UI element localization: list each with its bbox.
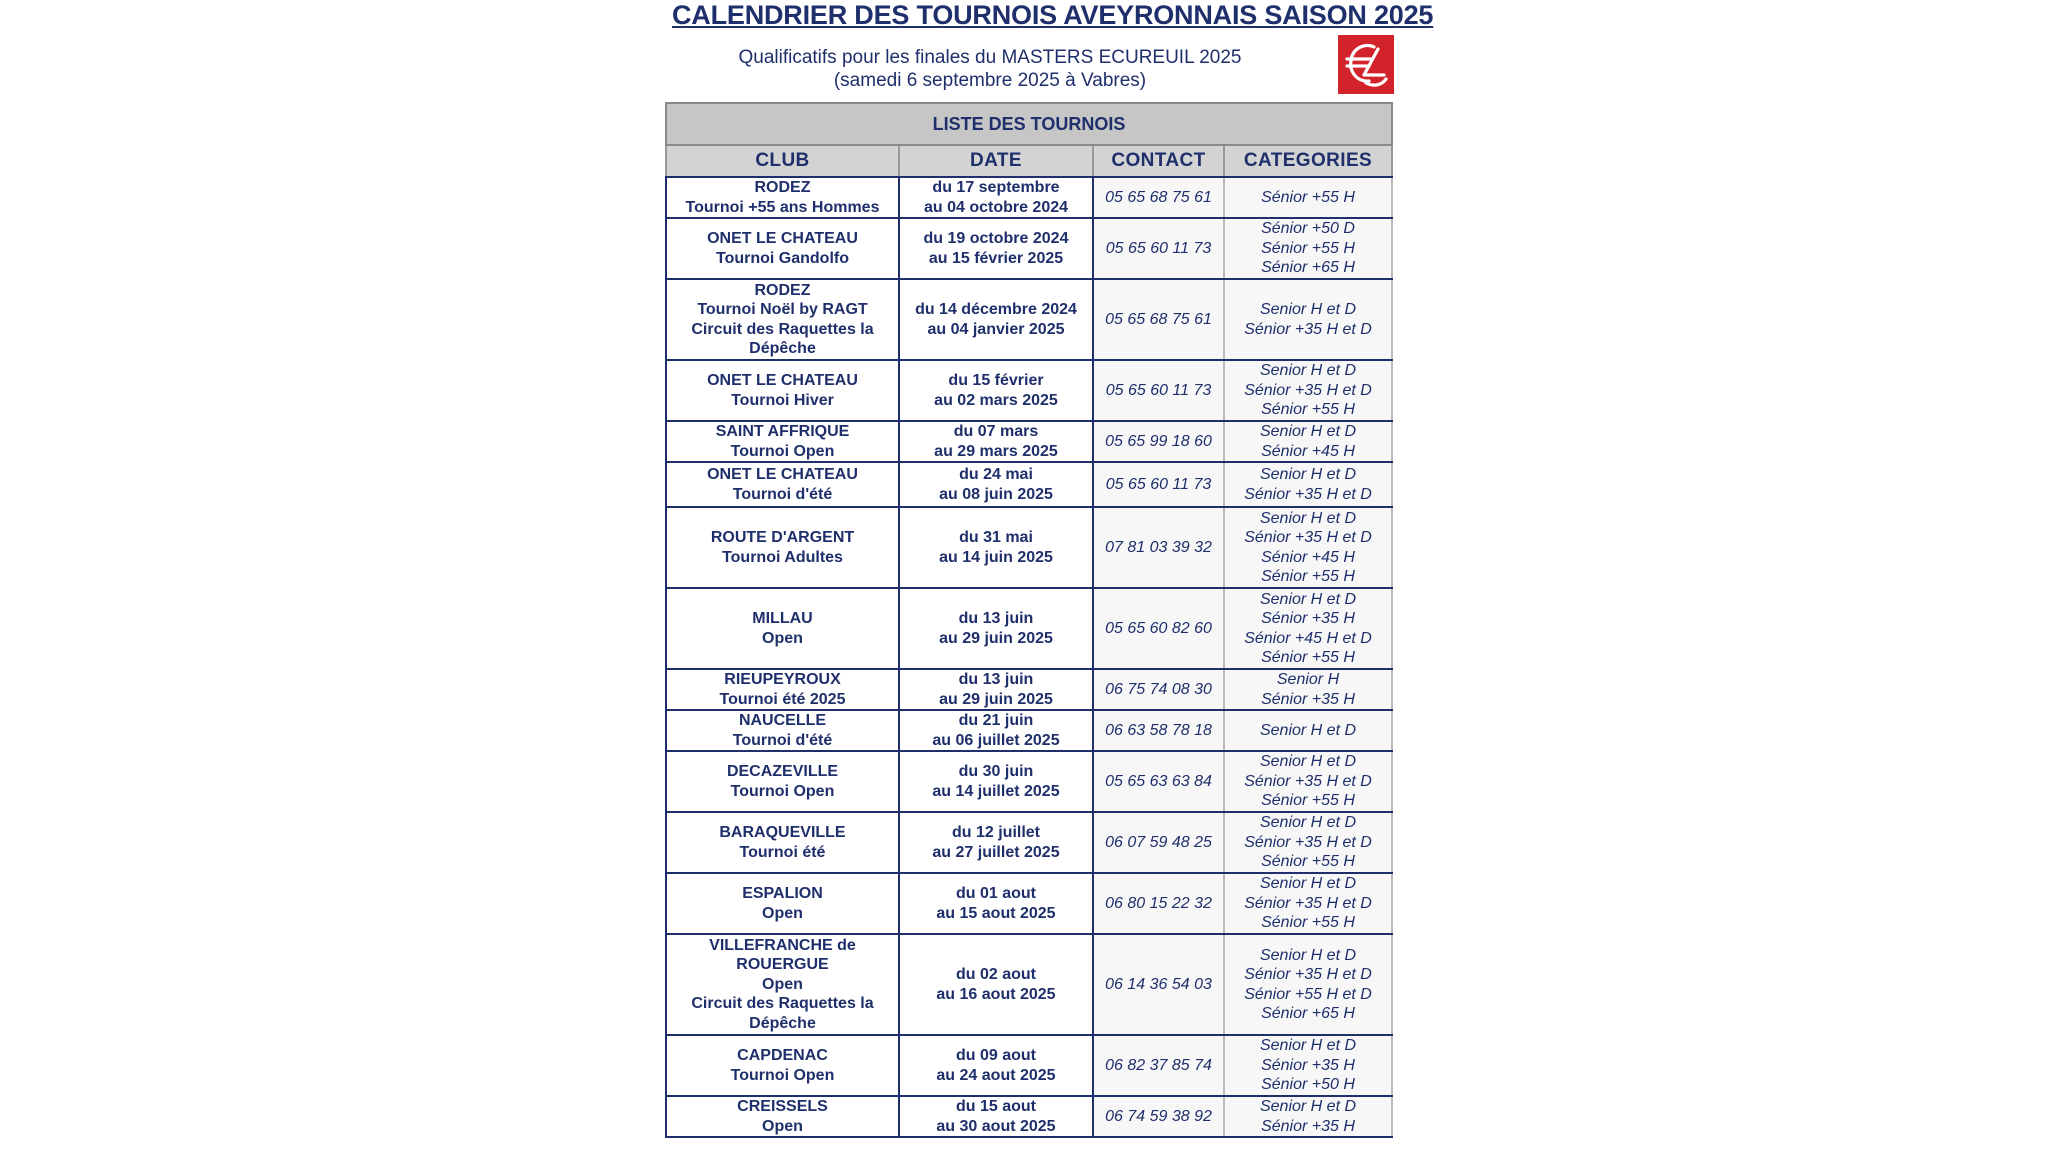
club-cell-line: RIEUPEYROUX bbox=[724, 671, 841, 688]
table-row bbox=[666, 934, 1392, 1035]
categories-cell bbox=[1224, 421, 1392, 462]
date-cell bbox=[899, 751, 1093, 812]
page-title: CALENDRIER DES TOURNOIS AVEYRONNAIS SAISON 2025 bbox=[672, 0, 1434, 30]
table-row bbox=[666, 218, 1392, 279]
categories-cell-line: Sénior +35 H et D bbox=[1244, 320, 1372, 338]
contact-cell: 05 65 60 82 60 bbox=[1093, 588, 1224, 669]
contact-cell: 05 65 99 18 60 bbox=[1093, 421, 1224, 462]
categories-cell-line: Senior H et D bbox=[1259, 814, 1357, 832]
contact-cell: 07 81 03 39 32 bbox=[1093, 507, 1224, 588]
categories-cell-line: Senior H et D bbox=[1259, 753, 1357, 771]
date-cell bbox=[899, 812, 1093, 873]
club-cell bbox=[666, 934, 899, 1035]
date-cell-line: du 30 juin bbox=[958, 763, 1034, 780]
categories-cell-line: Senior H bbox=[1276, 671, 1340, 688]
club-cell bbox=[666, 1096, 899, 1137]
categories-cell bbox=[1224, 934, 1392, 1035]
club-cell-line: Tournoi Hiver bbox=[731, 391, 834, 409]
club-cell-line: NAUCELLE bbox=[738, 712, 827, 729]
date-cell bbox=[899, 873, 1093, 934]
date-cell-line: du 07 mars bbox=[953, 423, 1039, 440]
date-cell-line: au 06 juillet 2025 bbox=[932, 731, 1060, 749]
date-cell bbox=[899, 710, 1093, 751]
date-cell-line: au 27 juillet 2025 bbox=[932, 843, 1060, 861]
date-cell-line: au 15 aout 2025 bbox=[936, 904, 1056, 922]
categories-cell-line: Senior H et D bbox=[1259, 946, 1357, 964]
categories-cell-line: Senior H et D bbox=[1259, 509, 1357, 527]
contact-cell: 06 14 36 54 03 bbox=[1093, 934, 1224, 1035]
date-cell bbox=[899, 1035, 1093, 1096]
contact-cell: 05 65 60 11 73 bbox=[1093, 360, 1224, 421]
club-cell bbox=[666, 669, 899, 710]
categories-cell-line: Sénior +55 H bbox=[1261, 568, 1355, 585]
categories-cell-line: Senior H et D bbox=[1259, 301, 1357, 318]
date-cell-line: du 24 mai bbox=[959, 466, 1033, 483]
categories-cell bbox=[1224, 507, 1392, 588]
categories-cell-line: Senior H et D bbox=[1259, 423, 1357, 440]
club-cell bbox=[666, 462, 899, 507]
categories-cell bbox=[1224, 1035, 1392, 1096]
date-cell-line: au 24 aout 2025 bbox=[936, 1066, 1056, 1084]
date-cell-line: au 08 juin 2025 bbox=[939, 485, 1053, 503]
club-cell bbox=[666, 177, 899, 218]
club-cell-line: DECAZEVILLE bbox=[726, 763, 839, 780]
subtitle-line-2: (samedi 6 septembre 2025 à Vabres) bbox=[833, 70, 1147, 91]
table-caption: LISTE DES TOURNOIS bbox=[666, 103, 1392, 145]
club-cell-line: RODEZ bbox=[754, 281, 811, 299]
date-cell-line: du 13 juin bbox=[958, 610, 1034, 627]
club-cell-line: Open bbox=[762, 629, 803, 647]
categories-cell-line: Sénior +55 H bbox=[1261, 401, 1355, 419]
categories-cell-line: Sénior +55 H bbox=[1261, 188, 1355, 206]
contact-cell: 05 65 63 63 84 bbox=[1093, 751, 1224, 812]
categories-cell-line: Sénior +65 H bbox=[1261, 259, 1355, 277]
club-cell-line: ROUTE D'ARGENT bbox=[710, 529, 855, 546]
categories-cell bbox=[1224, 669, 1392, 710]
categories-cell-line: Senior H et D bbox=[1259, 721, 1357, 739]
club-cell-line: Tournoi Open bbox=[730, 1066, 835, 1084]
club-cell-line: Tournoi d'été bbox=[732, 731, 833, 749]
club-cell-line: BARAQUEVILLE bbox=[719, 824, 846, 841]
club-cell bbox=[666, 1035, 899, 1096]
date-cell bbox=[899, 669, 1093, 710]
club-cell-line: ONET LE CHATEAU bbox=[707, 372, 858, 389]
categories-cell-line: Senior H et D bbox=[1259, 590, 1357, 608]
contact-cell: 06 80 15 22 32 bbox=[1093, 873, 1224, 934]
categories-cell-line: Sénior +35 H bbox=[1261, 1056, 1355, 1074]
club-cell-line: CREISSELS bbox=[737, 1098, 828, 1115]
club-cell-line: SAINT AFFRIQUE bbox=[715, 423, 850, 440]
club-cell-line: ONET LE CHATEAU bbox=[707, 230, 858, 247]
contact-cell: 05 65 68 75 61 bbox=[1093, 177, 1224, 218]
contact-cell: 05 65 60 11 73 bbox=[1093, 218, 1224, 279]
subtitle-line-1: Qualificatifs pour les finales du MASTERS ECUREUIL 2025 bbox=[738, 47, 1242, 68]
categories-cell bbox=[1224, 710, 1392, 751]
contact-cell: 05 65 60 11 73 bbox=[1093, 462, 1224, 507]
club-cell bbox=[666, 588, 899, 669]
categories-cell-line: Sénior +35 H et D bbox=[1244, 894, 1372, 912]
contact-cell: 06 75 74 08 30 bbox=[1093, 669, 1224, 710]
table-row bbox=[666, 588, 1392, 669]
club-cell-line: Open bbox=[762, 904, 803, 922]
date-cell bbox=[899, 218, 1093, 279]
caisse-epargne-logo-icon bbox=[1338, 35, 1394, 94]
date-cell bbox=[899, 360, 1093, 421]
date-cell-line: au 16 aout 2025 bbox=[936, 985, 1056, 1003]
column-header-contact: CONTACT bbox=[1093, 145, 1224, 177]
club-cell-line: Tournoi été bbox=[739, 843, 826, 861]
date-cell-line: au 14 juin 2025 bbox=[939, 548, 1053, 566]
date-cell-line: au 04 janvier 2025 bbox=[927, 320, 1065, 338]
tournament-table bbox=[665, 102, 1393, 1138]
categories-cell-line: Sénior +65 H bbox=[1261, 1005, 1355, 1022]
club-cell-line: CAPDENAC bbox=[737, 1047, 828, 1064]
categories-cell bbox=[1224, 360, 1392, 421]
date-cell bbox=[899, 1096, 1093, 1137]
club-cell-line: Tournoi Gandolfo bbox=[715, 249, 849, 267]
categories-cell-line: Sénior +45 H et D bbox=[1244, 629, 1372, 647]
club-cell-line: ROUERGUE bbox=[736, 956, 829, 974]
date-cell-line: du 13 juin bbox=[958, 671, 1034, 688]
categories-cell-line: Sénior +35 H et D bbox=[1244, 772, 1372, 790]
categories-cell-line: Senior H et D bbox=[1259, 1037, 1357, 1055]
categories-cell-line: Sénior +35 H et D bbox=[1244, 381, 1372, 399]
categories-cell bbox=[1224, 218, 1392, 279]
column-header-date: DATE bbox=[899, 145, 1093, 177]
date-cell bbox=[899, 462, 1093, 507]
contact-cell: 06 74 59 38 92 bbox=[1093, 1096, 1224, 1137]
date-cell-line: du 14 décembre 2024 bbox=[915, 301, 1077, 318]
table-row bbox=[666, 812, 1392, 873]
categories-cell-line: Sénior +35 H bbox=[1261, 690, 1355, 708]
table-row bbox=[666, 507, 1392, 588]
categories-cell-line: Senior H et D bbox=[1259, 1098, 1357, 1115]
table-row bbox=[666, 1096, 1392, 1137]
categories-cell bbox=[1224, 279, 1392, 360]
date-cell-line: au 14 juillet 2025 bbox=[932, 782, 1060, 800]
club-cell-line: VILLEFRANCHE de bbox=[709, 936, 856, 954]
categories-cell-line: Sénior +55 H bbox=[1261, 649, 1355, 666]
categories-cell bbox=[1224, 873, 1392, 934]
table-row bbox=[666, 710, 1392, 751]
date-cell bbox=[899, 507, 1093, 588]
club-cell bbox=[666, 421, 899, 462]
club-cell bbox=[666, 218, 899, 279]
date-cell bbox=[899, 279, 1093, 360]
categories-cell-line: Senior H et D bbox=[1259, 362, 1357, 380]
categories-cell bbox=[1224, 751, 1392, 812]
club-cell-line: Circuit des Raquettes la bbox=[691, 320, 874, 338]
club-cell bbox=[666, 710, 899, 751]
table-row bbox=[666, 177, 1392, 218]
categories-cell-line: Sénior +35 H bbox=[1261, 1117, 1355, 1135]
contact-cell: 05 65 68 75 61 bbox=[1093, 279, 1224, 360]
date-cell-line: du 21 juin bbox=[958, 712, 1034, 729]
contact-cell: 06 82 37 85 74 bbox=[1093, 1035, 1224, 1096]
date-cell-line: au 29 juin 2025 bbox=[939, 690, 1053, 708]
column-header-club: CLUB bbox=[666, 145, 899, 177]
date-cell bbox=[899, 588, 1093, 669]
date-cell-line: du 17 septembre bbox=[932, 179, 1060, 196]
club-cell-line: Circuit des Raquettes la bbox=[691, 995, 874, 1013]
table-body bbox=[666, 177, 1392, 1137]
categories-cell bbox=[1224, 177, 1392, 218]
date-cell-line: au 30 aout 2025 bbox=[936, 1117, 1056, 1135]
table-row bbox=[666, 462, 1392, 507]
club-cell-line: ONET LE CHATEAU bbox=[707, 466, 858, 483]
club-cell-line: Open bbox=[762, 975, 803, 993]
date-cell-line: du 31 mai bbox=[959, 529, 1033, 546]
categories-cell-line: Sénior +55 H bbox=[1261, 239, 1355, 257]
categories-cell-line: Senior H et D bbox=[1259, 466, 1357, 483]
date-cell-line: au 04 octobre 2024 bbox=[923, 198, 1069, 216]
club-cell-line: Dépêche bbox=[749, 1014, 816, 1032]
categories-cell-line: Sénior +45 H bbox=[1261, 548, 1355, 566]
club-cell bbox=[666, 873, 899, 934]
categories-cell bbox=[1224, 1096, 1392, 1137]
club-cell-line: Open bbox=[762, 1117, 803, 1135]
date-cell-line: au 15 février 2025 bbox=[928, 249, 1064, 267]
subtitle bbox=[672, 46, 1308, 92]
date-cell-line: du 15 février bbox=[948, 372, 1044, 389]
categories-cell-line: Sénior +35 H et D bbox=[1244, 833, 1372, 851]
club-cell-line: Tournoi Open bbox=[730, 782, 835, 800]
table-row bbox=[666, 421, 1392, 462]
club-cell bbox=[666, 360, 899, 421]
categories-cell-line: Senior H et D bbox=[1259, 875, 1357, 893]
date-cell-line: au 29 juin 2025 bbox=[939, 629, 1053, 647]
categories-cell-line: Sénior +35 H et D bbox=[1244, 966, 1372, 983]
categories-cell-line: Sénior +55 H bbox=[1261, 914, 1355, 932]
contact-cell: 06 63 58 78 18 bbox=[1093, 710, 1224, 751]
club-cell-line: Tournoi été 2025 bbox=[719, 690, 846, 708]
categories-cell bbox=[1224, 588, 1392, 669]
categories-cell-line: Sénior +50 D bbox=[1261, 220, 1355, 238]
club-cell-line: Tournoi Noël by RAGT bbox=[697, 301, 868, 318]
table-row bbox=[666, 669, 1392, 710]
categories-cell bbox=[1224, 462, 1392, 507]
date-cell-line: au 02 mars 2025 bbox=[934, 391, 1058, 409]
date-cell-line: du 09 aout bbox=[955, 1047, 1036, 1064]
date-cell-line: du 02 aout bbox=[955, 966, 1036, 983]
column-header-categories: CATEGORIES bbox=[1224, 145, 1392, 177]
club-cell-line: Tournoi Adultes bbox=[722, 548, 843, 566]
club-cell-line: Tournoi +55 ans Hommes bbox=[685, 198, 880, 216]
date-cell-line: du 01 aout bbox=[955, 885, 1036, 902]
club-cell-line: Dépêche bbox=[749, 340, 816, 357]
categories-cell-line: Sénior +55 H bbox=[1261, 792, 1355, 810]
date-cell bbox=[899, 934, 1093, 1035]
club-cell-line: MILLAU bbox=[752, 610, 813, 627]
date-cell-line: du 15 aout bbox=[955, 1098, 1036, 1115]
club-cell-line: Tournoi Open bbox=[730, 442, 835, 460]
club-cell bbox=[666, 279, 899, 360]
categories-cell-line: Sénior +50 H bbox=[1261, 1076, 1355, 1094]
categories-cell-line: Sénior +45 H bbox=[1261, 442, 1355, 460]
categories-cell-line: Sénior +35 H bbox=[1261, 610, 1355, 627]
club-cell-line: Tournoi d'été bbox=[732, 485, 833, 503]
club-cell-line: ESPALION bbox=[742, 885, 823, 902]
categories-cell-line: Sénior +35 H et D bbox=[1244, 529, 1372, 546]
date-cell-line: du 12 juillet bbox=[951, 824, 1040, 841]
contact-cell: 06 07 59 48 25 bbox=[1093, 812, 1224, 873]
categories-cell-line: Sénior +55 H bbox=[1261, 853, 1355, 871]
table-row bbox=[666, 360, 1392, 421]
categories-cell-line: Sénior +35 H et D bbox=[1244, 485, 1372, 503]
club-cell bbox=[666, 812, 899, 873]
table-row bbox=[666, 873, 1392, 934]
date-cell-line: au 29 mars 2025 bbox=[934, 442, 1058, 460]
table-row bbox=[666, 279, 1392, 360]
club-cell bbox=[666, 751, 899, 812]
categories-cell-line: Sénior +55 H et D bbox=[1244, 985, 1372, 1003]
table-row bbox=[666, 751, 1392, 812]
date-cell bbox=[899, 177, 1093, 218]
table-row bbox=[666, 1035, 1392, 1096]
club-cell-line: RODEZ bbox=[754, 179, 811, 196]
categories-cell bbox=[1224, 812, 1392, 873]
date-cell bbox=[899, 421, 1093, 462]
date-cell-line: du 19 octobre 2024 bbox=[923, 230, 1069, 247]
club-cell bbox=[666, 507, 899, 588]
